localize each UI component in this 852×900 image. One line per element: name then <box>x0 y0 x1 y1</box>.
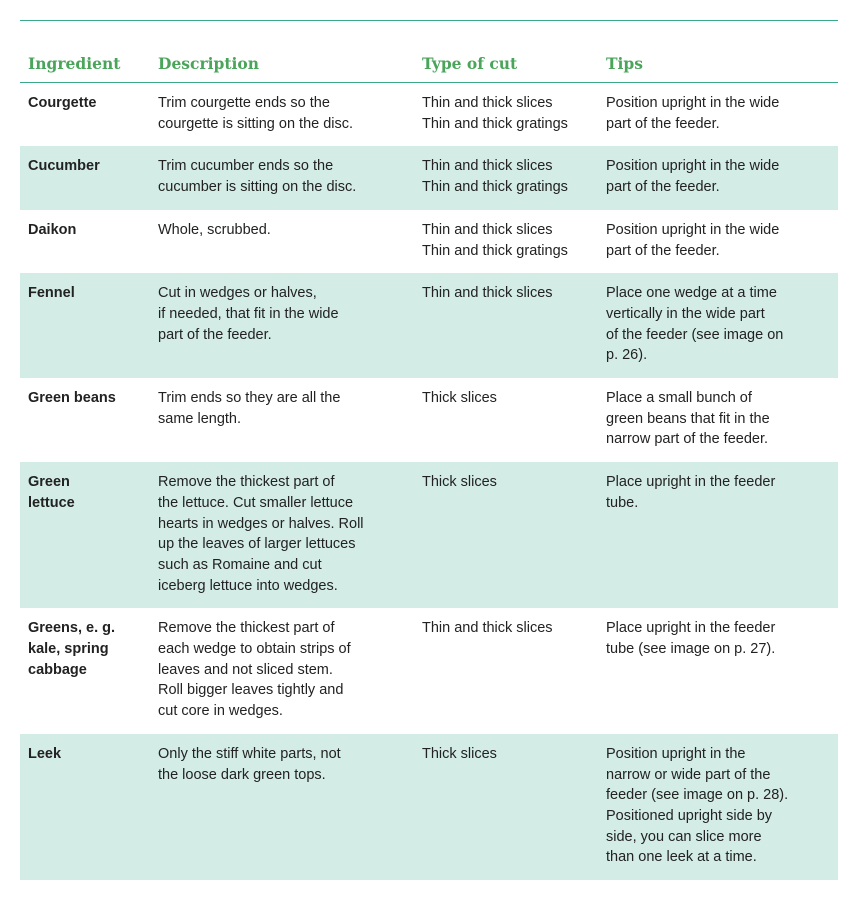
ingredient-cell: Green lettuce <box>20 462 150 608</box>
tips-cell: Place upright in the feeder tube. <box>598 462 838 608</box>
ingredient-cell: Leek <box>20 734 150 880</box>
table-row <box>20 462 838 608</box>
table-row <box>20 83 838 147</box>
table-row <box>20 273 838 378</box>
tips-cell: Position upright in the narrow or wide part of the feeder (see image on p. 28). Positioned upright side by side, you can slice more than one leek at a time. <box>598 734 838 880</box>
cut-cell: Thick slices <box>422 390 497 407</box>
cut-cell: Thin and thick slices <box>422 620 553 637</box>
header-type-of-cut: Type of cut <box>414 46 598 83</box>
ingredient-cell: Green beans <box>28 390 116 407</box>
description-cell: Trim ends so they are all the same length. <box>158 390 341 427</box>
top-rule <box>20 20 838 21</box>
description-cell: Remove the thickest part of each wedge to obtain strips of leaves and not sliced stem. Roll bigger leaves tightly and cut core in wedges. <box>158 620 351 720</box>
table-row <box>20 210 838 273</box>
cut-cell: Thin and thick slices Thin and thick gratings <box>414 146 598 209</box>
table-header-row <box>20 46 838 83</box>
tips-cell: Position upright in the wide part of the feeder. <box>598 146 838 209</box>
ingredient-cell: Fennel <box>20 273 150 378</box>
ingredient-cell: Cucumber <box>20 146 150 209</box>
description-cell: Remove the thickest part of the lettuce. Cut smaller lettuce hearts in wedges or halves. Roll up the leaves of larger lettuces such as Romaine and cut iceberg lettuce into wedges. <box>150 462 414 608</box>
cut-cell: Thin and thick slices <box>414 273 598 378</box>
table-row <box>20 146 838 209</box>
cut-cell: Thin and thick slices Thin and thick gratings <box>422 221 568 259</box>
ingredient-cell: Greens, e. g. kale, spring cabbage <box>28 620 116 678</box>
header-description: Description <box>150 46 414 83</box>
tips-cell: Place a small bunch of green beans that fit in the narrow part of the feeder. <box>606 390 770 448</box>
header-ingredient: Ingredient <box>20 46 150 83</box>
ingredient-cell: Courgette <box>28 95 97 111</box>
tips-cell: Place one wedge at a time vertically in the wide part of the feeder (see image on p. 26). <box>598 273 838 378</box>
tips-cell: Place upright in the feeder tube (see image on p. 27). <box>606 620 776 658</box>
header-tips: Tips <box>598 46 838 83</box>
tips-cell: Position upright in the wide part of the feeder. <box>606 221 780 259</box>
table-row <box>20 734 838 880</box>
table-row <box>20 608 838 734</box>
description-cell: Only the stiff white parts, not the loose dark green tops. <box>150 734 414 880</box>
table-row <box>20 378 838 462</box>
description-cell: Cut in wedges or halves, if needed, that fit in the wide part of the feeder. <box>150 273 414 378</box>
ingredient-table <box>20 46 838 880</box>
ingredient-cell: Daikon <box>28 221 77 238</box>
description-cell: Whole, scrubbed. <box>158 221 271 238</box>
description-cell: Trim cucumber ends so the cucumber is sitting on the disc. <box>150 146 414 209</box>
cut-cell: Thin and thick slices Thin and thick gratings <box>422 95 568 132</box>
cut-cell: Thick slices <box>414 462 598 608</box>
tips-cell: Position upright in the wide part of the feeder. <box>606 95 780 132</box>
description-cell: Trim courgette ends so the courgette is sitting on the disc. <box>158 95 354 132</box>
cut-cell: Thick slices <box>414 734 598 880</box>
